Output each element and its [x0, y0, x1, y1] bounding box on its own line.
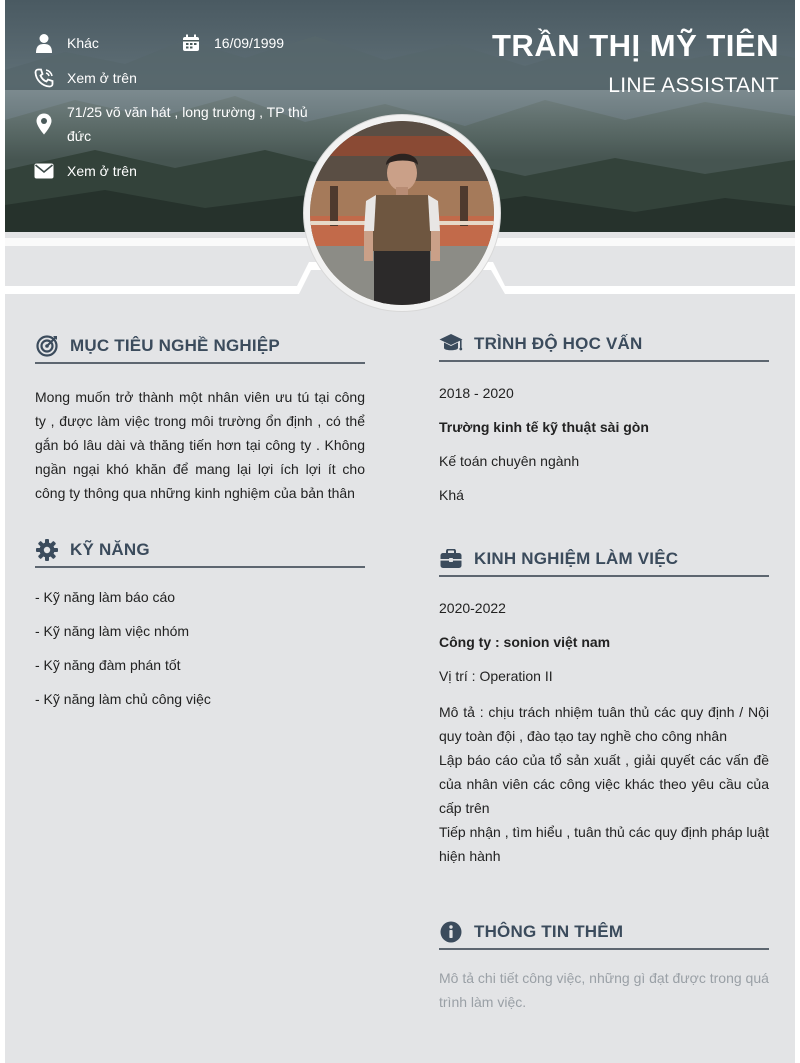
phone-icon: [33, 66, 55, 90]
dob-field: [180, 31, 340, 55]
skill-item: - Kỹ năng đàm phán tốt: [35, 657, 181, 673]
experience-description: Tiếp nhận , tìm hiểu , tuân thủ các quy định pháp luật hiện hành: [439, 824, 769, 864]
gender-value: Khác: [67, 35, 99, 51]
education-school: Trường kinh tế kỹ thuật sài gòn: [439, 419, 649, 435]
cv-header: [5, 0, 795, 300]
skills-title: KỸ NĂNG: [70, 540, 150, 559]
gender-field: [33, 31, 173, 55]
extra-info-header: [439, 920, 769, 950]
dob-value: 16/09/1999: [214, 35, 285, 51]
education-title: TRÌNH ĐỘ HỌC VẤN: [474, 334, 643, 353]
education-major: Kế toán chuyên ngành: [439, 453, 580, 469]
education-grade: Khá: [439, 487, 464, 503]
email-field: [33, 159, 293, 183]
address-value: 71/25 võ văn hát , long trường , TP thủ đức: [67, 104, 308, 144]
calendar-icon: [180, 31, 202, 55]
experience-description: Lập báo cáo của tổ sản xuất , giải quyết các vấn đề của nhân viên các công việc khác theo yêu cầu của cấp trên: [439, 752, 769, 816]
user-icon: [33, 31, 55, 55]
experience-details: [439, 598, 769, 868]
skills-list: [35, 587, 365, 709]
experience-description: Mô tả : chịu trách nhiệm tuân thủ các quy định / Nội quy toàn đội , đào tạo tay nghề cho công nhân: [439, 704, 769, 744]
candidate-name: TRẦN THỊ MỸ TIÊN: [492, 28, 779, 63]
objective-text: Mong muốn trở thành một nhân viên ưu tú tại công ty , được làm việc trong môi trường ổn định , có thể gắn bó lâu dài và thăng tiến hơn tại công ty . Không ngần ngại khó khăn để mang lại lợi ích lợi ít cho công ty thông qua những kinh nghiệm của bản thân: [35, 389, 365, 501]
map-pin-icon: [33, 100, 55, 148]
email-value: Xem ở trên: [67, 163, 137, 179]
phone-field: [33, 66, 293, 90]
experience-company: Công ty : sonion việt nam: [439, 634, 611, 650]
info-icon: [439, 920, 463, 944]
education-header: [439, 332, 769, 362]
avatar: [304, 115, 500, 311]
cv-page: [5, 0, 795, 1063]
objective-header: [35, 334, 365, 364]
graduation-cap-icon: [439, 332, 463, 356]
skill-item: - Kỹ năng làm việc nhóm: [35, 623, 190, 639]
skill-item: - Kỹ năng làm báo cáo: [35, 589, 176, 605]
briefcase-icon: [439, 547, 463, 571]
education-period: 2018 - 2020: [439, 385, 514, 401]
extra-info-title: THÔNG TIN THÊM: [474, 922, 624, 941]
address-field: [33, 100, 313, 148]
avatar-photo: [310, 121, 494, 305]
experience-position: Vị trí : Operation II: [439, 668, 553, 684]
skill-item: - Kỹ năng làm chủ công việc: [35, 691, 211, 707]
gear-icon: [35, 538, 59, 562]
experience-title: KINH NGHIỆM LÀM VIỆC: [474, 549, 679, 568]
skills-section: [35, 538, 365, 723]
extra-info-input[interactable]: Mô tả chi tiết công việc, những gì đạt được trong quá trình làm việc.: [439, 970, 769, 1010]
education-details: [439, 383, 769, 505]
phone-value: Xem ở trên: [67, 70, 137, 86]
objective-section: [35, 334, 365, 505]
extra-info-section: [439, 920, 769, 1014]
skills-header: [35, 538, 365, 568]
target-icon: [35, 334, 59, 358]
experience-section: [439, 547, 769, 868]
education-section: [439, 332, 769, 519]
candidate-role: LINE ASSISTANT: [608, 74, 779, 97]
experience-period: 2020-2022: [439, 600, 506, 616]
objective-title: MỤC TIÊU NGHỀ NGHIỆP: [70, 336, 280, 355]
envelope-icon: [33, 159, 55, 183]
experience-header: [439, 547, 769, 577]
